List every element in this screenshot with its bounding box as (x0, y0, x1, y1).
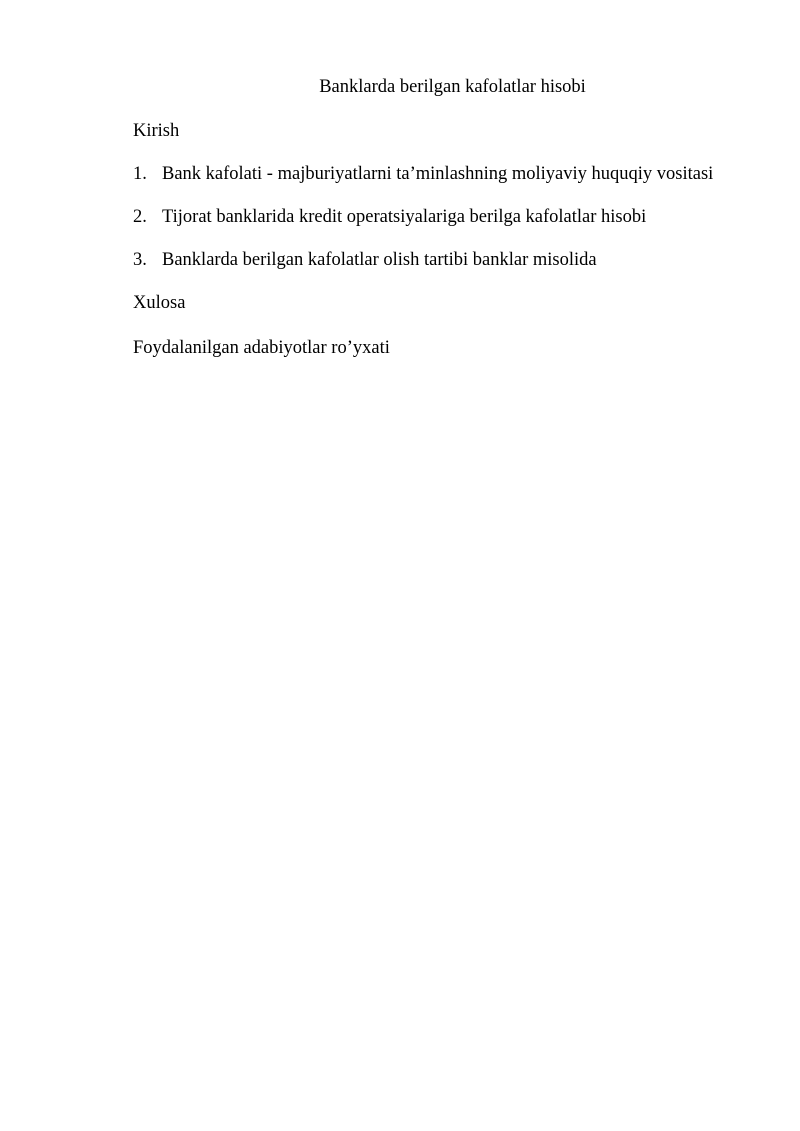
toc-item-1 (133, 163, 713, 185)
toc-item-number: 1. (133, 164, 147, 184)
toc-intro: Kirish (133, 121, 180, 141)
toc-references: Foydalanilgan adabiyotlar ro’yxati (133, 338, 390, 358)
toc-item-number: 2. (133, 207, 147, 227)
toc-item-text: Bank kafolati - majburiyatlarni ta’minlashning moliyaviy huquqiy vositasi (162, 164, 714, 184)
toc-item-text: Banklarda berilgan kafolatlar olish tartibi banklar misolida (162, 250, 597, 270)
toc-item-number: 3. (133, 250, 147, 270)
toc-item-3 (133, 249, 597, 271)
toc-item-2 (133, 206, 646, 228)
document-title: Banklarda berilgan kafolatlar hisobi (319, 77, 586, 97)
toc-item-text: Tijorat banklarida kredit operatsiyalariga berilga kafolatlar hisobi (162, 207, 647, 227)
toc-conclusion: Xulosa (133, 293, 186, 313)
